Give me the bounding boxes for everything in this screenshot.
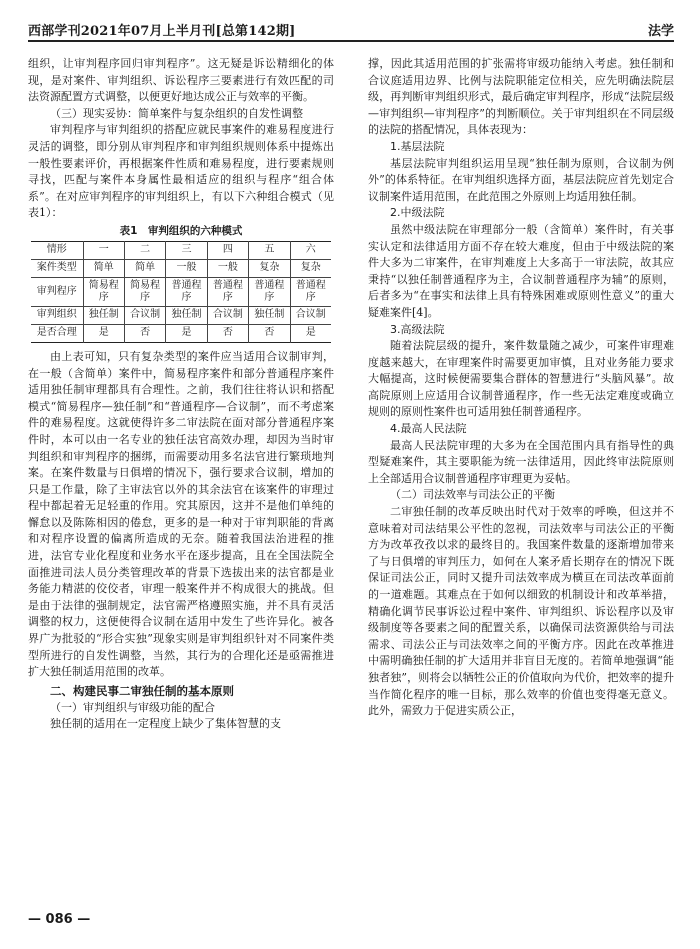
modes-table — [31, 241, 331, 343]
list-heading: 4.最高人民法院 — [390, 422, 467, 436]
section-heading: 二、构建民事二审独任制的基本原则 — [50, 683, 234, 698]
table-cell: 是 — [290, 324, 331, 342]
list-heading: 1.基层法院 — [390, 139, 445, 153]
table-cell: 一般 — [166, 259, 207, 277]
paragraph: 虽然中级法院在审理部分一般（含简单）案件时，有关事实认定和法律适用方面不存在较大难度，但由于中级法院的案件大多为二审案件，在审判难度上大多高于一审法院，故其应秉持“以独任制普通程序为主，合议制普通程序为辅”的原则，后者多为“在事实和法律上具有特殊困难或原则性意义”的重大疑难案件[4]。 — [368, 222, 674, 319]
subsection-heading: （二）司法效率与司法公正的平衡 — [390, 488, 555, 502]
table-row — [31, 306, 331, 324]
table-cell: 是 — [166, 324, 207, 342]
table-cell: 合议制 — [207, 306, 248, 324]
list-heading: 2.中级法院 — [390, 206, 445, 220]
table-header-row — [31, 241, 331, 259]
paragraph: 独任制的适用在一定程度上缺少了集体智慧的支 — [50, 717, 281, 731]
journal-title: 西部学刊2021年07月上半月刊[总第142期] — [28, 24, 296, 39]
table-cell: 情形 — [31, 241, 83, 259]
table-cell: 合议制 — [290, 306, 331, 324]
table-row — [31, 277, 331, 306]
table-cell: 审判程序 — [31, 277, 83, 306]
table-cell: 一般 — [207, 259, 248, 277]
section-label: 法学 — [647, 24, 674, 39]
subsection-heading: （一）审判组织与审级功能的配合 — [50, 700, 215, 714]
table-cell: 六 — [290, 241, 331, 259]
list-heading: 3.高级法院 — [390, 322, 445, 336]
table-cell: 案件类型 — [31, 259, 83, 277]
table-cell: 普通程序 — [166, 277, 207, 306]
table-cell: 是 — [83, 324, 124, 342]
table-row — [31, 259, 331, 277]
table-cell: 普通程序 — [249, 277, 290, 306]
table-cell: 独任制 — [83, 306, 124, 324]
paragraph: 随着法院层级的提升，案件数量随之减少，可案件审理难度越来越大，在审理案件时需要更加审慎，且对业务能力要求大幅提高，这时候便需要集合群体的智慧进行“头脑风暴”。故高院原则上应适用合议制普通程序，作一些无法定难度或确立规则的原则性案件也可适用独任制普通程序。 — [368, 339, 674, 419]
left-column — [28, 56, 334, 733]
table-cell: 简易程序 — [124, 277, 165, 306]
table-cell: 简单 — [124, 259, 165, 277]
table-cell: 复杂 — [290, 259, 331, 277]
table-cell: 合议制 — [124, 306, 165, 324]
table-cell: 否 — [124, 324, 165, 342]
paragraph: 审判程序与审判组织的搭配应就民事案件的难易程度进行灵活的调整，即分别从审判程序和审判组织规则体系中提炼出一般性要素评价，再根据案件性质和难易程度，进行要素规则寻找，匹配与案件本身属性最相适应的组织与程序“组合体系”。在对应审判程序的审判组织上，有以下六种组合模式（见表1）： — [28, 123, 334, 220]
table-cell: 一 — [83, 241, 124, 259]
table-row — [31, 324, 331, 342]
table-cell: 复杂 — [249, 259, 290, 277]
page-number: — 086 — — [28, 912, 91, 927]
paragraph: 撑，因此其适用范围的扩张需将审级功能纳入考虑。独任制和合议庭适用边界、比例与法院职能定位相关，应先明确法院层级，再判断审判组织形式，最后确定审判程序，形成“法院层级—审判组织—审判程序”的判断顺位。关于审判组织在不同层级的法院的搭配情况，具体表现为： — [368, 57, 674, 137]
page-header — [28, 18, 674, 42]
paragraph: 二审独任制的改革反映出时代对于效率的呼唤，但这并不意味着对司法结果公平性的忽视，司法效率与司法公正的平衡方为改革孜孜以求的最终目的。我国案件数量的逐渐增加带来了与日俱增的审判压力，如何在人案矛盾长期存在的情况下既保证司法公正，同时又提升司法效率成为横亘在司法改革面前的一道难题。其难点在于如何以细致的机制设计和改革举措，精确化调节民事诉讼过程中案件、审判组织、诉讼程序以及审级制度等各要素之间的配置关系，以确保司法资源供给与司法需求、司法公正与司法效率之间的平衡方序。因此在改革推进中需明确独任制的扩大适用并非盲目无度的。若简单地强调“能独者独”，则将会以牺牲公正的价值取向为代价，把效率的提升当作简化程序的唯一目标，那么效率的价值也变得毫无意义。此外，需致力于促进实质公正， — [368, 505, 674, 718]
paragraph: 组织，让审判程序回归审判程序”。这无疑是诉讼精细化的体现，是对案件、审判组织、诉讼程序三要素进行有效匹配的司法资源配置方式调整，以便更好地达成公正与效率的平衡。 — [28, 57, 334, 104]
table-cell: 简单 — [83, 259, 124, 277]
paragraph: 由上表可知，只有复杂类型的案件应当适用合议制审判，在一般（含简单）案件中，简易程序案件和部分普通程序案件适用独任制审理都具有合理性。之前，我们往往将认识和搭配模式“简易程序—独任制”和“普通程序—合议制”，而不考虑案件的难易程度。这就使得许多二审法院在面对部分普通程序案件时，本可以由一名专业的独任法官高效办理，却因为当时审判组织和审判程序的捆绑，而需要动用多名法官进行繁琐地判案。在案件数量与日俱增的情况下，强行要求合议制，增加的只是工作量，除了主审法官以外的其余法官在该案件的审理过程中都起着无足轻重的作用。究其原因，这并不是他们单纯的懈怠以及陈陈相因的倦怠，更多的是一种对于审判职能的背离和对程序设置的偏离所造成的无奈。随着我国法治进程的推进，法官专业化程度和业务水平在逐步提高，且在全国法院全面推进司法人员分类管理改革的背景下选拔出来的法官都是业务能力精湛的佼佼者，审理一般案件并不构成很大的挑战。但是由于法律的强制规定，法官需严格遵照实施，并不具有灵活调整的权力，这便使得合议制在适用中发生了些许异化。被各界广为批驳的“形合实独”现象实则是审判组织针对不同案件类型所进行的自发性调整，当然，其行为的合理化还是亟需推进扩大独任制适用范围的改革。 — [28, 349, 334, 679]
table-cell: 五 — [249, 241, 290, 259]
table-cell: 否 — [249, 324, 290, 342]
table-cell: 二 — [124, 241, 165, 259]
table-cell: 四 — [207, 241, 248, 259]
table-cell: 是否合理 — [31, 324, 83, 342]
table-cell: 三 — [166, 241, 207, 259]
table-cell: 否 — [207, 324, 248, 342]
table-cell: 独任制 — [166, 306, 207, 324]
subsection-heading: （三）现实妥协：简单案件与复杂组织的自发性调整 — [50, 106, 303, 120]
table-cell: 简易程序 — [83, 277, 124, 306]
right-column — [368, 56, 674, 720]
paragraph: 最高人民法院审理的大多为在全国范围内具有指导性的典型疑难案件，其主要职能为统一法律适用，因此终审法院原则上全部适用合议制普通程序审理更为妥帖。 — [368, 438, 674, 485]
table-cell: 审判组织 — [31, 306, 83, 324]
table-cell: 独任制 — [249, 306, 290, 324]
table-caption: 表1 审判组织的六种模式 — [119, 224, 243, 237]
table-cell: 普通程序 — [207, 277, 248, 306]
paragraph: 基层法院审判组织运用呈现“独任制为原则，合议制为例外”的体系特征。在审判组织选择方面，基层法院应首先划定合议制案件适用范围，在此范围之外原则上均适用独任制。 — [368, 156, 674, 203]
table-cell: 普通程序 — [290, 277, 331, 306]
